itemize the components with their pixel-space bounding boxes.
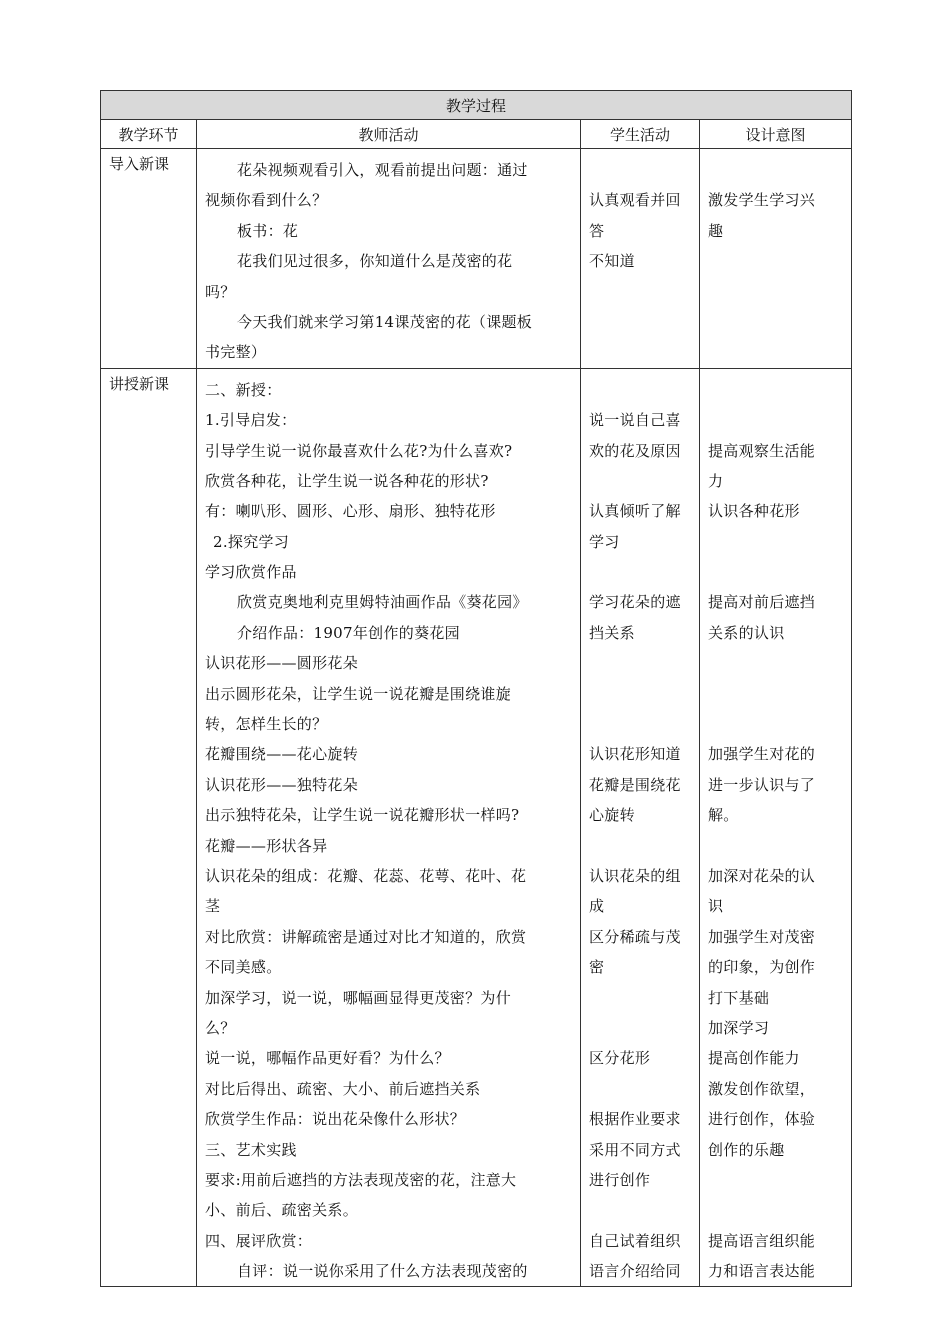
teacher-line: 出示圆形花朵，让学生说一说花瓣是围绕谁旋 xyxy=(205,684,512,703)
design-line: 创作的乐趣 xyxy=(708,1140,785,1159)
design-line: 激发创作欲望， xyxy=(708,1079,816,1098)
design-line: 进一步认识与了 xyxy=(708,775,816,794)
design-line: 激发学生学习兴 xyxy=(708,191,816,210)
header-student-activity: 学生活动 xyxy=(581,120,700,149)
design-line: 认识各种花形 xyxy=(708,502,800,521)
design-line: 提高语言组织能 xyxy=(708,1231,816,1250)
teacher-line: 花我们见过很多，你知道什么是茂密的花 xyxy=(237,252,513,271)
header-teacher-activity: 教师活动 xyxy=(197,120,581,149)
design-line: 的印象，为创作 xyxy=(708,958,816,977)
row-teach xyxy=(101,368,852,1287)
student-line xyxy=(589,679,693,709)
design-line xyxy=(708,831,845,861)
teacher-line: 认识花形——圆形花朵 xyxy=(205,654,359,673)
design-line xyxy=(708,679,845,709)
table-title-row xyxy=(101,91,852,120)
student-line: 根据作业要求 xyxy=(589,1110,681,1129)
teacher-line: 出示独特花朵，让学生说一说花瓣形状一样吗? xyxy=(205,806,520,825)
student-cell-teach xyxy=(581,368,700,1287)
design-line xyxy=(708,155,845,185)
teacher-line: 认识花形——独特花朵 xyxy=(205,775,359,794)
design-line xyxy=(708,1195,845,1225)
student-line xyxy=(589,155,693,185)
design-line xyxy=(708,527,845,557)
teacher-line: 对比后得出、疏密、大小、前后遮挡关系 xyxy=(205,1079,481,1098)
teacher-line: 介绍作品：1907年创作的葵花园 xyxy=(237,623,460,642)
student-line: 自己试着组织 xyxy=(589,1231,681,1250)
teacher-line: 欣赏克奥地利克里姆特油画作品《葵花园》 xyxy=(237,593,528,612)
teacher-cell-intro xyxy=(197,149,581,369)
teacher-line: 么？ xyxy=(205,1018,236,1037)
teacher-line: 视频你看到什么？ xyxy=(205,191,328,210)
teacher-line: 花朵视频观看引入，观看前提出问题：通过 xyxy=(237,161,528,179)
student-line: 采用不同方式 xyxy=(589,1140,681,1159)
teacher-line: 转，怎样生长的？ xyxy=(205,715,328,734)
teacher-line: 2.探究学习 xyxy=(213,532,290,551)
stage-intro: 导入新课 xyxy=(101,149,197,369)
teacher-line: 对比欣赏：讲解疏密是通过对比才知道的，欣赏 xyxy=(205,927,527,946)
student-line: 成 xyxy=(589,897,605,916)
student-line: 欢的花及原因 xyxy=(589,441,681,460)
design-line: 解。 xyxy=(708,806,739,825)
row-intro xyxy=(101,149,852,369)
teacher-line: 说一说，哪幅作品更好看？为什么？ xyxy=(205,1049,450,1068)
design-line xyxy=(708,557,845,587)
student-line: 进行创作 xyxy=(589,1170,651,1189)
teacher-line: 要求:用前后遮挡的方法表现茂密的花，注意大 xyxy=(205,1170,517,1189)
teacher-line: 有：喇叭形、圆形、心形、扇形、独特花形 xyxy=(205,502,496,521)
teacher-line: 四、展评欣赏： xyxy=(205,1231,313,1250)
teacher-line: 欣赏各种花，让学生说一说各种花的形状? xyxy=(205,471,489,490)
teacher-line: 不同美感。 xyxy=(205,958,282,977)
teacher-line: 加深学习，说一说，哪幅画显得更茂密？为什 xyxy=(205,988,512,1007)
design-line: 提高观察生活能 xyxy=(708,441,816,460)
design-line: 力和语言表达能 xyxy=(708,1262,816,1281)
design-line: 关系的认识 xyxy=(708,623,785,642)
student-line xyxy=(589,375,693,405)
student-line xyxy=(589,983,693,1013)
teacher-line: 今天我们就来学习第14课茂密的花（课题板 xyxy=(237,312,533,331)
design-line: 力 xyxy=(708,471,724,490)
teacher-line: 茎 xyxy=(205,897,221,916)
teacher-line: 二、新授： xyxy=(205,380,282,399)
design-line: 提高创作能力 xyxy=(708,1049,800,1068)
design-cell-teach xyxy=(700,368,852,1287)
design-line xyxy=(708,375,845,405)
teacher-line: 引导学生说一说你最喜欢什么花?为什么喜欢? xyxy=(205,441,513,460)
design-line: 加深学习 xyxy=(708,1018,770,1037)
student-line xyxy=(589,1013,693,1043)
header-design-intent: 设计意图 xyxy=(700,120,852,149)
design-line: 加深对花朵的认 xyxy=(708,866,816,885)
student-line: 认真倾听了解 xyxy=(589,502,681,521)
teacher-line: 欣赏学生作品：说出花朵像什么形状？ xyxy=(205,1110,466,1129)
student-line: 认真观看并回 xyxy=(589,191,681,210)
student-line: 不知道 xyxy=(589,252,635,271)
student-line xyxy=(589,709,693,739)
design-line: 加强学生对茂密 xyxy=(708,927,816,946)
student-line xyxy=(589,466,693,496)
design-line: 提高对前后遮挡 xyxy=(708,593,816,612)
student-line: 心旋转 xyxy=(589,806,635,825)
teacher-line: 书完整） xyxy=(205,343,267,362)
teacher-line: 三、艺术实践 xyxy=(205,1140,297,1159)
student-line: 学习花朵的遮 xyxy=(589,593,681,612)
teacher-line: 吗？ xyxy=(205,282,236,301)
design-line xyxy=(708,405,845,435)
student-line: 认识花朵的组 xyxy=(589,866,681,885)
student-line: 挡关系 xyxy=(589,623,635,642)
teacher-line: 1.引导启发： xyxy=(205,411,297,430)
student-line xyxy=(589,831,693,861)
design-line xyxy=(708,709,845,739)
teacher-line: 小、前后、疏密关系。 xyxy=(205,1201,359,1220)
design-line: 加强学生对花的 xyxy=(708,745,816,764)
table-title: 教学过程 xyxy=(101,91,852,120)
design-cell-intro xyxy=(700,149,852,369)
teacher-line: 自评：说一说你采用了什么方法表现茂密的 xyxy=(237,1262,528,1281)
student-line xyxy=(589,1195,693,1225)
student-line xyxy=(589,557,693,587)
student-line: 花瓣是围绕花 xyxy=(589,775,681,794)
design-line: 打下基础 xyxy=(708,988,770,1007)
table-header-row xyxy=(101,120,852,149)
student-line xyxy=(589,648,693,678)
design-line xyxy=(708,648,845,678)
student-line: 说一说自己喜 xyxy=(589,411,681,430)
teacher-cell-teach xyxy=(197,368,581,1287)
teacher-line: 花瓣——形状各异 xyxy=(205,836,328,855)
teacher-line: 花瓣围绕——花心旋转 xyxy=(205,745,359,764)
student-line: 区分稀疏与茂 xyxy=(589,927,681,946)
teacher-line: 板书：花 xyxy=(237,221,299,240)
stage-teach: 讲授新课 xyxy=(101,368,197,1287)
student-line: 密 xyxy=(589,958,605,977)
teacher-line: 学习欣赏作品 xyxy=(205,563,297,582)
design-line: 趣 xyxy=(708,221,724,240)
student-line xyxy=(589,1074,693,1104)
design-line: 进行创作，体验 xyxy=(708,1110,816,1129)
student-line: 认识花形知道 xyxy=(589,745,681,764)
header-stage: 教学环节 xyxy=(101,120,197,149)
student-line: 学习 xyxy=(589,532,620,551)
student-cell-intro xyxy=(581,149,700,369)
lesson-process-table xyxy=(100,90,852,1287)
teacher-line: 认识花朵的组成：花瓣、花蕊、花萼、花叶、花 xyxy=(205,866,527,885)
student-line: 答 xyxy=(589,221,605,240)
student-line: 语言介绍给同 xyxy=(589,1262,681,1281)
design-line xyxy=(708,1165,845,1195)
design-line: 识 xyxy=(708,897,724,916)
student-line: 区分花形 xyxy=(589,1049,651,1068)
